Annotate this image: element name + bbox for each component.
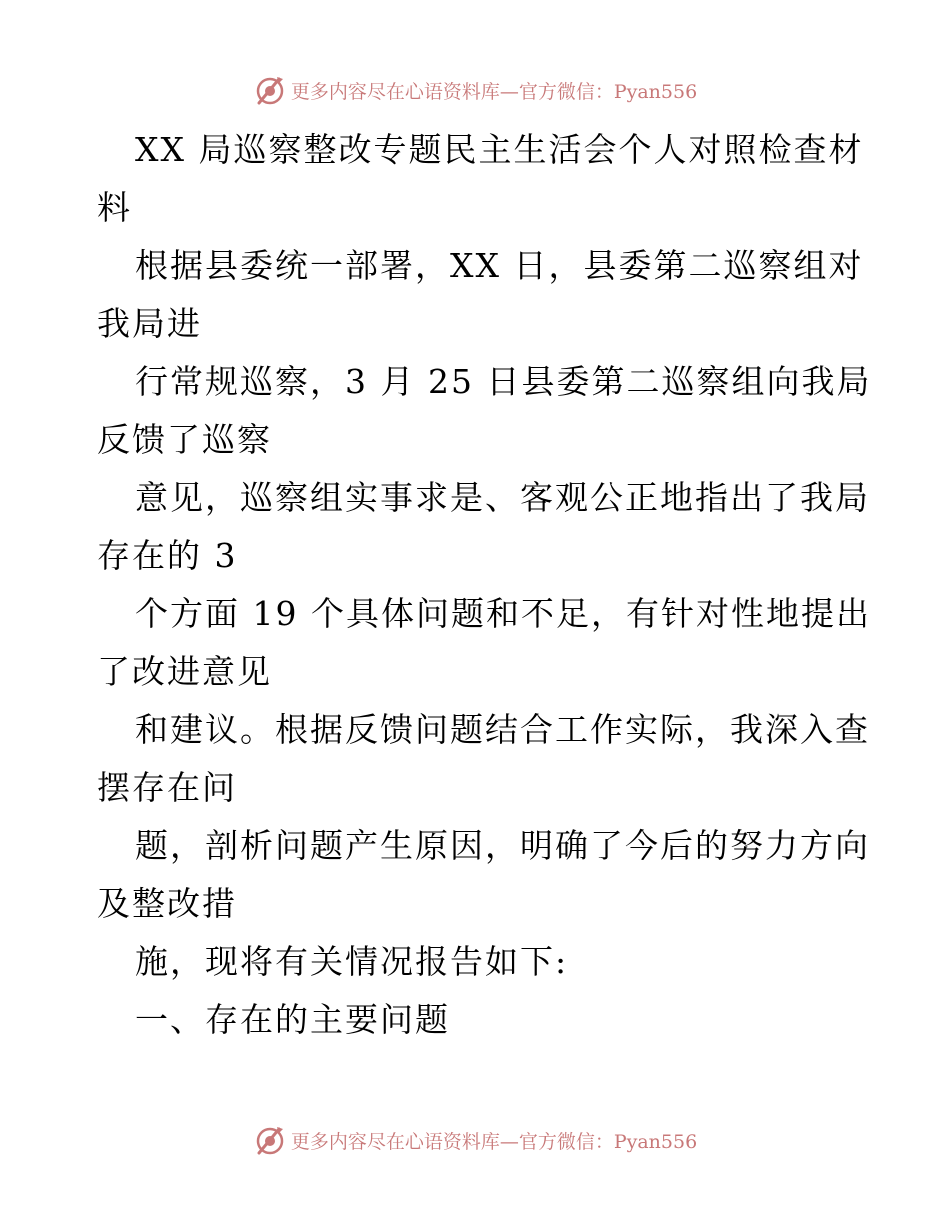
watermark-text: 更多内容尽在心语资料库—官方微信：Pyan556 xyxy=(290,80,698,103)
paragraph-line: 施，现将有关情况报告如下: xyxy=(135,942,569,981)
paragraph-line: 反馈了巡察 xyxy=(97,420,272,459)
paragraph-line: 及整改措 xyxy=(97,884,237,923)
paragraph-line: 意见，巡察组实事求是、客观公正地指出了我局 xyxy=(135,478,870,517)
paragraph-line: 我局进 xyxy=(97,304,202,343)
section-heading: 一、存在的主要问题 xyxy=(135,1000,450,1039)
paragraph-line: 根据县委统一部署，XX 日，县委第二巡察组对 xyxy=(135,246,864,285)
paragraph-line: 了改进意见 xyxy=(97,652,272,691)
paragraph-line: 题，剖析问题产生原因，明确了今后的努力方向 xyxy=(135,826,870,865)
header-watermark xyxy=(0,70,950,110)
paragraph-line: 和建议。根据反馈问题结合工作实际，我深入查 xyxy=(135,710,870,749)
watermark-text: 更多内容尽在心语资料库—官方微信：Pyan556 xyxy=(290,1130,698,1153)
brand-logo-icon xyxy=(253,73,287,107)
paragraph-line: 摆存在问 xyxy=(97,768,237,807)
brand-logo-icon xyxy=(253,1123,287,1157)
footer-watermark xyxy=(0,1120,950,1160)
paragraph-line: 个方面 19 个具体问题和不足，有针对性地提出 xyxy=(135,594,871,633)
title-line-1: XX 局巡察整改专题民主生活会个人对照检查材 xyxy=(135,130,864,169)
title-line-2: 料 xyxy=(97,188,132,227)
paragraph-line: 存在的 3 xyxy=(97,536,238,575)
paragraph-line: 行常规巡察，3 月 25 日县委第二巡察组向我局 xyxy=(135,362,872,401)
